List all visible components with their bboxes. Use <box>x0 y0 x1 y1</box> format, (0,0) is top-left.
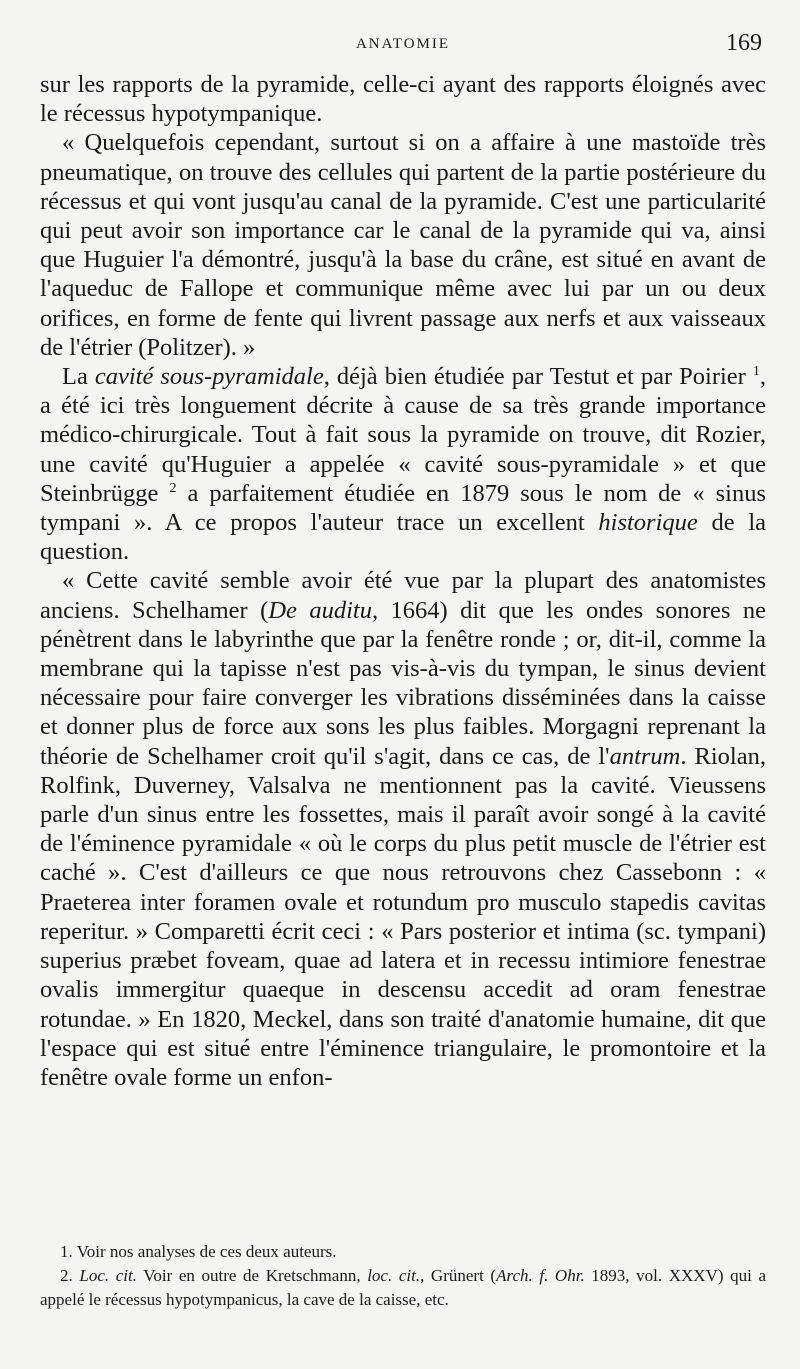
footnotes <box>40 1240 766 1312</box>
italic-citation: loc. cit. <box>367 1266 421 1285</box>
italic-term: cavité sous-pyramidale <box>94 363 324 391</box>
text-run: de la question. <box>40 509 766 566</box>
text-run: , Grünert ( <box>420 1266 497 1285</box>
text-run: , déjà bien étudiée par Testut et par Poirier <box>323 363 753 391</box>
text-run: 2. <box>60 1266 80 1285</box>
text-run: La <box>62 363 95 391</box>
text-run: , 1664) dit que les ondes sonores ne pénètrent dans le labyrinthe que par la fenêtre ronde ; or, dit-il, comme la membrane qui la tapisse n'est pas vis-à-vis du tympan, le sinus devient nécessaire pour faire converger les vibrations disséminées dans la caisse et donner plus de force aux sons les plus faibles. Morgagni reprenant la théorie de Schelhamer croit qu'il s'agit, dans ce cas, de l' <box>40 596 766 770</box>
text-run: 1893, vol. XXXV) qui a appelé le récessus hypotympanicus, la cave de la caisse, etc. <box>40 1266 767 1309</box>
footnote-ref-2: 2 <box>169 480 177 496</box>
paragraph-4 <box>40 566 766 1092</box>
paragraph-1: sur les rapports de la pyramide, celle-ci ayant des rapports éloignés avec le récessus hypotympanique. <box>40 71 766 128</box>
italic-term: historique <box>598 509 698 537</box>
text-run: « Cette cavité semble avoir été vue par la plupart des anatomistes anciens. Schelhamer ( <box>40 567 766 624</box>
italic-journal: Arch. f. Ohr. <box>496 1266 585 1285</box>
paragraph-2: « Quelquefois cependant, surtout si on a affaire à une mastoïde très pneumatique, on trouve des cellules qui partent de la partie postérieure du récessus et qui vont jusqu'au canal de la pyramide. C'est une particularité qui peut avoir son importance car le canal de la pyramide qui va, ainsi que Huguier l'a démontré, jusqu'à la base du crâne, est situé en avant de l'aqueduc de Fallope et communique même avec lui par un ou deux orifices, en forme de fente qui livrent passage aux nerfs et aux vaisseaux de l'étrier (Politzer). » <box>40 129 766 361</box>
paragraph-3 <box>40 362 766 566</box>
footnote-1: 1. Voir nos analyses de ces deux auteurs. <box>60 1242 337 1261</box>
text-run: Voir en outre de Kretschmann, <box>136 1266 368 1285</box>
text-run: , a été ici très longuement décrite à cause de sa très grande importance médico-chirurgicale. Tout à fait sous la pyramide on trouve, dit Rozier, une cavité qu'Huguier a appelée « cavité sous-pyramidale » et que Steinbrügge <box>40 363 766 507</box>
running-head: ANATOMIE <box>355 36 451 52</box>
footnote-ref-1: 1 <box>752 363 760 379</box>
footnote-2 <box>40 1264 766 1312</box>
italic-citation: Loc. cit. <box>79 1266 137 1285</box>
italic-title: De auditu <box>268 596 372 624</box>
page-header <box>40 30 766 70</box>
body-text <box>40 70 766 1092</box>
text-run: . Riolan, Rolfink, Duverney, Valsalva ne mentionnent pas la cavité. Vieussens parle d'un sinus entre les fossettes, mais il paraît avoir songé à la cavité de l'éminence pyramidale « où le corps du plus petit muscle de l'étrier est caché ». C'est d'ailleurs ce que nous retrouvons chez Cassebonn : « Praeterea inter foramen ovale et rotundum pro musculo stapedis cavitas reperitur. » Comparetti écrit ceci : « Pars posterior et intima (sc. tympani) superius præbet foveam, quae ad latera et in recessu intimiore fenestrae ovalis immergitur quaeque in descensu accedit ad oram fenestrae rotundae. » En 1820, Meckel, dans son traité d'anatomie humaine, dit que l'espace qui est situé entre l'éminence triangulaire, le promontoire et la fenêtre ovale forme un enfon- <box>40 742 766 1091</box>
italic-term: antrum <box>609 742 681 770</box>
page-number: 169 <box>726 30 762 56</box>
text-run: a parfaitement étudiée en 1879 sous le nom de « sinus tympani ». A ce propos l'auteur trace un excellent <box>40 479 766 537</box>
